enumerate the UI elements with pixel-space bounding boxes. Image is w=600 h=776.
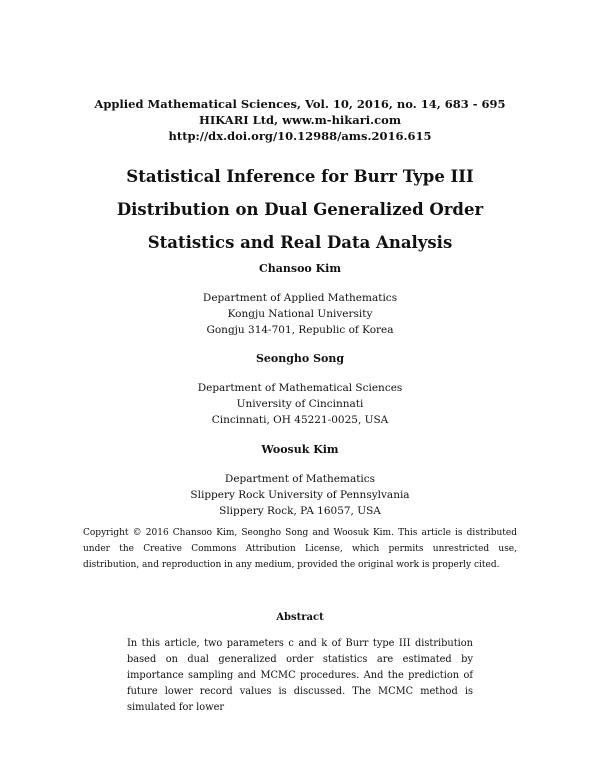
journal-citation: Applied Mathematical Sciences, Vol. 10, 2016, no. 14, 683 - 695 [94, 97, 506, 111]
abstract-text: In this article, two parameters c and k of Burr type III distribution based on dual generalized order statistics are estimated by importance sampling and MCMC procedures. And the prediction of future lower record values is discussed. The MCMC method is simulated for lower [127, 638, 473, 713]
affiliation-line: Department of Mathematical Sciences [197, 382, 403, 394]
abstract-body [127, 636, 473, 716]
abstract-heading: Abstract [276, 612, 324, 623]
affiliation-line: Slippery Rock, PA 16057, USA [219, 505, 381, 517]
author-affiliation [0, 380, 600, 428]
doi-link[interactable]: http://dx.doi.org/10.12988/ams.2016.615 [168, 129, 432, 143]
affiliation-line: University of Cincinnati [236, 398, 364, 410]
author-name: Chansoo Kim [259, 262, 341, 275]
affiliation-line: Cincinnati, OH 45221-0025, USA [211, 414, 389, 426]
affiliation-line: Kongju National University [227, 308, 373, 320]
publisher-line: HIKARI Ltd, www.m-hikari.com [199, 113, 401, 127]
author-name: Seongho Song [255, 352, 345, 365]
affiliation-line: Slippery Rock University of Pennsylvania [190, 489, 410, 501]
title-line-1: Statistical Inference for Burr Type III [126, 167, 474, 186]
author-affiliation [0, 290, 600, 338]
title-line-2: Distribution on Dual Generalized Order [116, 200, 484, 219]
author-name: Woosuk Kim [261, 443, 339, 456]
affiliation-line: Department of Mathematics [224, 473, 376, 485]
journal-header [0, 96, 600, 144]
paper-title [60, 160, 540, 259]
affiliation-line: Gongju 314-701, Republic of Korea [206, 324, 394, 336]
affiliation-line: Department of Applied Mathematics [202, 292, 398, 304]
copyright-notice: Copyright © 2016 Chansoo Kim, Seongho Song and Woosuk Kim. This article is distributed under the Creative Commons Attribution License, which permits unrestricted use, distribution, and reproduction in any medium, provided the original work is properly cited. [83, 528, 517, 570]
title-line-3: Statistics and Real Data Analysis [147, 233, 453, 252]
author-affiliation [0, 471, 600, 519]
